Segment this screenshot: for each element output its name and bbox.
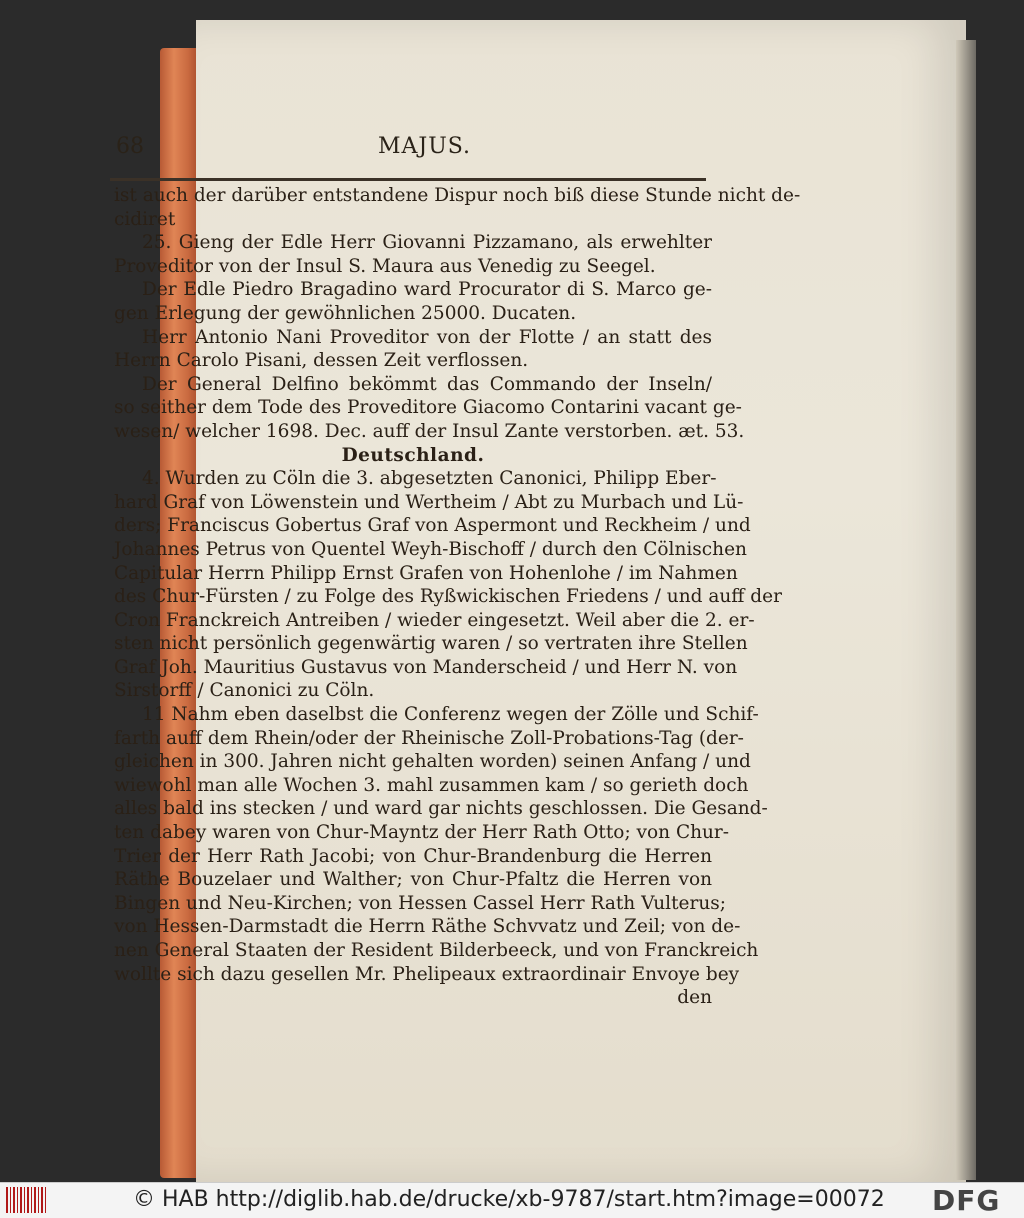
text-line: ist auch der darüber entstandene Dispur noch biß diese Stunde nicht de- [114,185,801,206]
text-line: von Hessen-Darmstadt die Herrn Räthe Schvvatz und Zeil; von de- [114,916,741,938]
text-line: wollte sich dazu gesellen Mr. Phelipeaux extraordinair Envoye bey [114,963,740,985]
dfg-logo: DFG [932,1184,1001,1217]
text-line: Bingen und Neu-Kirchen; von Hessen Cassel Herr Rath Vulterus; [114,892,726,914]
text-line: Graf Joh. Mauritius Gustavus von Manderscheid / und Herr N. von [114,656,738,678]
text-line: Capitular Herrn Philipp Ernst Grafen von Hohenlohe / im Nahmen [114,562,738,584]
text-line: so seither dem Tode des Proveditore Giacomo Contarini vacant ge- [114,397,742,419]
text-line: Räthe Bouzelaer und Walther; von Chur-Pfaltz die Herren von [114,869,712,891]
text-line: Cron Franckreich Antreiben / wieder eingesetzt. Weil aber die 2. er- [114,609,755,631]
text-line: gleichen in 300. Jahren nicht gehalten worden) seinen Anfang / und [114,751,751,773]
text-line: Der Edle Piedro Bragadino ward Procurator di S. Marco ge- [142,279,712,301]
text-line: Herr Antonio Nani Proveditor von der Flotte / an statt des [142,326,712,348]
text-line: des Chur-Fürsten / zu Folge des Ryßwickischen Friedens / und auff der [114,586,782,608]
text-line: hard Graf von Löwenstein und Wertheim / Abt zu Murbach und Lü- [114,491,744,513]
text-line: Herrn Carolo Pisani, dessen Zeit verflossen. [114,350,529,372]
text-line: wesen/ welcher 1698. Dec. auff der Insul Zante verstorben. æt. 53. [114,420,745,442]
text-line: alles bald ins stecken / und ward gar nichts geschlossen. Die Gesand- [114,798,768,820]
text-line: 25. Gieng der Edle Herr Giovanni Pizzamano, als erwehlter [142,232,712,254]
text-line: Trier der Herr Rath Jacobi; von Chur-Brandenburg die Herren [114,845,712,867]
text-line: Johannes Petrus von Quentel Weyh-Bischoff / durch den Cölnischen [114,538,747,560]
text-line: gen Erlegung der gewöhnlichen 25000. Ducaten. [114,302,577,324]
header-rule [110,178,706,181]
text-line: 11 Nahm eben daselbst die Conferenz wegen der Zölle und Schif- [142,704,759,726]
copyright-link[interactable]: © HAB http://diglib.hab.de/drucke/xb-9787/start.htm?image=00072 [133,1187,885,1212]
text-line: sten nicht persönlich gegenwärtig waren / so vertraten ihre Stellen [114,633,748,655]
page-number: 68 [116,134,144,159]
text-line: ders; Franciscus Gobertus Graf von Aspermont und Reckheim / und [114,515,751,537]
barcode-icon [6,1187,46,1213]
text-line: nen General Staaten der Resident Bilderbeeck, und von Franckreich [114,940,759,961]
section-heading: Deutschland. [341,444,485,466]
text-line: wiewohl man alle Wochen 3. mahl zusammen kam / so gerieth doch [114,774,749,796]
catchword: den [677,987,712,1009]
page-header [116,130,706,164]
text-line: Der General Delfino bekömmt das Commando der Inseln/ [142,373,712,395]
running-head: MAJUS. [378,134,472,159]
body-text [114,184,801,1010]
text-line: farth auff dem Rhein/oder der Rheinische Zoll-Probations-Tag (der- [114,727,744,749]
footer-bar [0,1182,1024,1218]
text-line: Proveditor von der Insul S. Maura aus Venedig zu Seegel. [114,255,656,277]
text-line: 4. Wurden zu Cöln die 3. abgesetzten Canonici, Philipp Eber- [142,468,717,490]
text-line: cidiret [114,208,176,230]
text-line: ten dabey waren von Chur-Mayntz der Herr Rath Otto; von Chur- [114,822,730,844]
text-line: Sirstorff / Canonici zu Cöln. [114,680,375,702]
page-gutter-shadow [956,40,976,1180]
